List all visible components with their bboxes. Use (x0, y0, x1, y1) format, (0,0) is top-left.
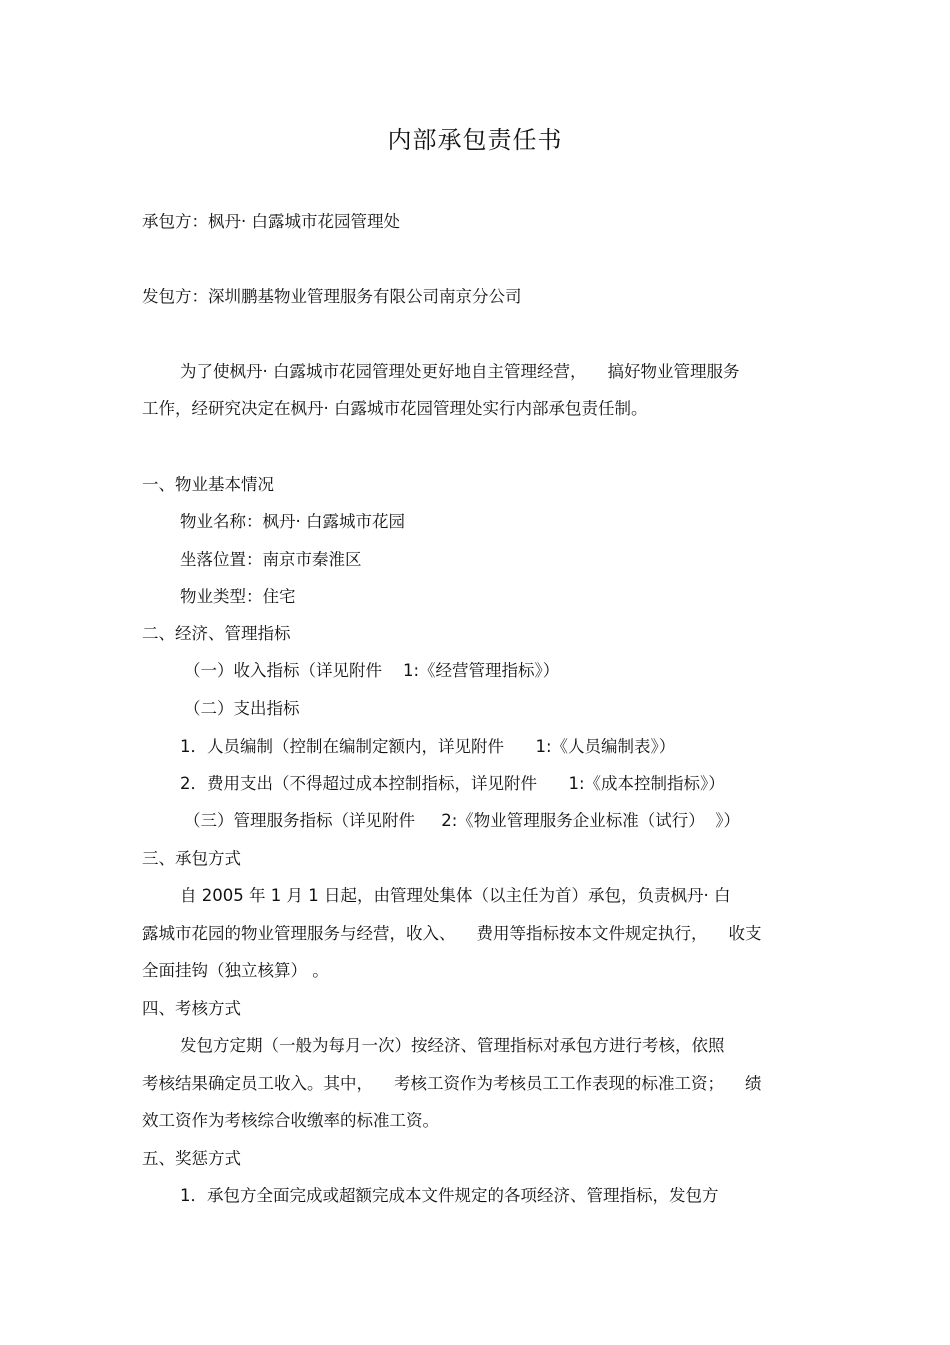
intro-line-2: 工作，经研究决定在枫丹· 白露城市花园管理处实行内部承包责任制。 (142, 399, 648, 418)
contract-line-2: 露城市花园的物业管理服务与经营，收入、 费用等指标按本文件规定执行， 收支 (142, 924, 762, 943)
document-title: 内部承包责任书 (387, 126, 563, 154)
contract-line-1: 自 2005 年 1 月 1 日起，由管理处集体（以主任为首）承包，负责枫丹· 白 (180, 886, 731, 905)
section-3-heading: 三、承包方式 (142, 849, 241, 868)
assessment-line-3: 效工资作为考核综合收缴率的标准工资。 (142, 1111, 439, 1130)
property-location: 坐落位置：南京市秦淮区 (180, 550, 362, 569)
reward-line-1: 1．承包方全面完成或超额完成本文件规定的各项经济、管理指标，发包方 (180, 1186, 719, 1205)
issuer-line: 发包方：深圳鹏基物业管理服务有限公司南京分公司 (142, 287, 522, 306)
staffing-item: 1．人员编制（控制在编制定额内，详见附件 1:《人员编制表》） (180, 737, 676, 756)
section-4-heading: 四、考核方式 (142, 999, 241, 1018)
expense-indicator: （二）支出指标 (184, 699, 300, 718)
property-type: 物业类型：住宅 (180, 587, 296, 606)
contractor-line: 承包方：枫丹· 白露城市花园管理处 (142, 212, 400, 231)
assessment-line-2: 考核结果确定员工收入。其中， 考核工资作为考核员工工作表现的标准工资； 绩 (142, 1074, 762, 1093)
intro-line-1: 为了使枫丹· 白露城市花园管理处更好地自主管理经营， 搞好物业管理服务 (180, 362, 740, 381)
cost-item: 2．费用支出（不得超过成本控制指标，详见附件 1:《成本控制指标》） (180, 774, 725, 793)
section-1-heading: 一、物业基本情况 (142, 475, 274, 494)
assessment-line-1: 发包方定期（一般为每月一次）按经济、管理指标对承包方进行考核，依照 (180, 1036, 725, 1055)
section-2-heading: 二、经济、管理指标 (142, 624, 291, 643)
contract-line-3: 全面挂钩（独立核算） 。 (142, 961, 329, 980)
section-5-heading: 五、奖惩方式 (142, 1149, 241, 1168)
service-indicator: （三）管理服务指标（详见附件 2:《物业管理服务企业标准（试行） 》） (184, 811, 741, 830)
property-name: 物业名称：枫丹· 白露城市花园 (180, 512, 405, 531)
income-indicator: （一）收入指标（详见附件 1:《经营管理指标》） (184, 661, 560, 680)
